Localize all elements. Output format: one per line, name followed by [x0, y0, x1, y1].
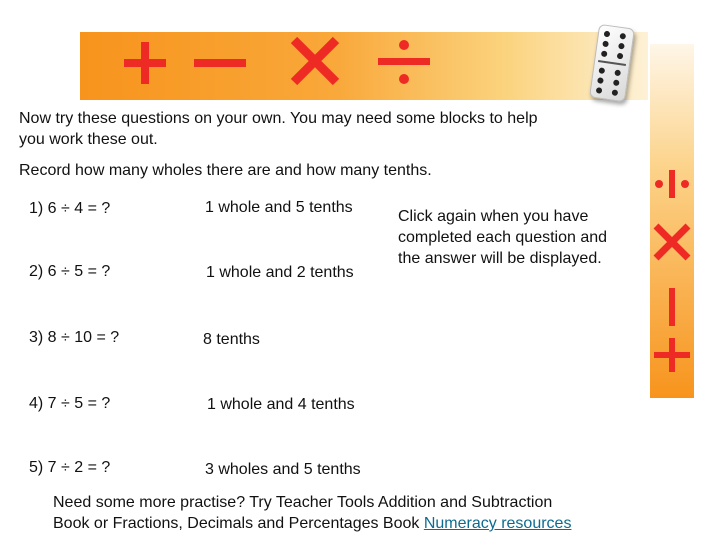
times-icon — [288, 34, 342, 88]
answer-5[interactable]: 3 wholes and 5 tenths — [205, 461, 361, 478]
intro-line-2: you work these out. — [19, 131, 158, 148]
numeracy-resources-link[interactable]: Numeracy resources — [423, 515, 572, 532]
footer-line-2-text: Book or Fractions, Decimals and Percentages Book — [53, 515, 424, 532]
question-4: 4) 7 ÷ 5 = ? — [29, 395, 111, 412]
minus-icon — [192, 40, 248, 86]
intro-instructions — [19, 108, 538, 150]
footer-text — [53, 492, 571, 534]
hint-line-2: completed each question and — [398, 229, 608, 246]
question-2: 2) 6 ÷ 5 = ? — [29, 263, 111, 280]
question-1: 1) 6 ÷ 4 = ? — [29, 200, 111, 217]
answer-1[interactable]: 1 whole and 5 tenths — [205, 199, 353, 216]
times-icon — [652, 222, 692, 262]
hint-line-3: the answer will be displayed. — [398, 250, 602, 267]
intro-record-text: Record how many wholes there are and how many tenths. — [19, 162, 432, 179]
hint-line-1: Click again when you have — [398, 208, 589, 225]
footer-line-1: Need some more practise? Try Teacher Tools Addition and Subtraction — [53, 494, 553, 511]
hint-text — [398, 206, 607, 269]
plus-icon — [652, 336, 692, 374]
plus-icon — [122, 40, 168, 86]
answer-4[interactable]: 1 whole and 4 tenths — [207, 396, 355, 413]
intro-line-1: Now try these questions on your own. You may need some blocks to help — [19, 110, 538, 127]
footer-line-2 — [53, 513, 571, 534]
minus-icon — [654, 286, 690, 328]
answer-2[interactable]: 1 whole and 2 tenths — [206, 264, 354, 281]
answer-3[interactable]: 8 tenths — [203, 331, 260, 348]
question-3: 3) 8 ÷ 10 = ? — [29, 329, 120, 346]
divide-icon — [376, 36, 432, 88]
divide-icon — [654, 164, 690, 204]
question-5: 5) 7 ÷ 2 = ? — [29, 459, 111, 476]
